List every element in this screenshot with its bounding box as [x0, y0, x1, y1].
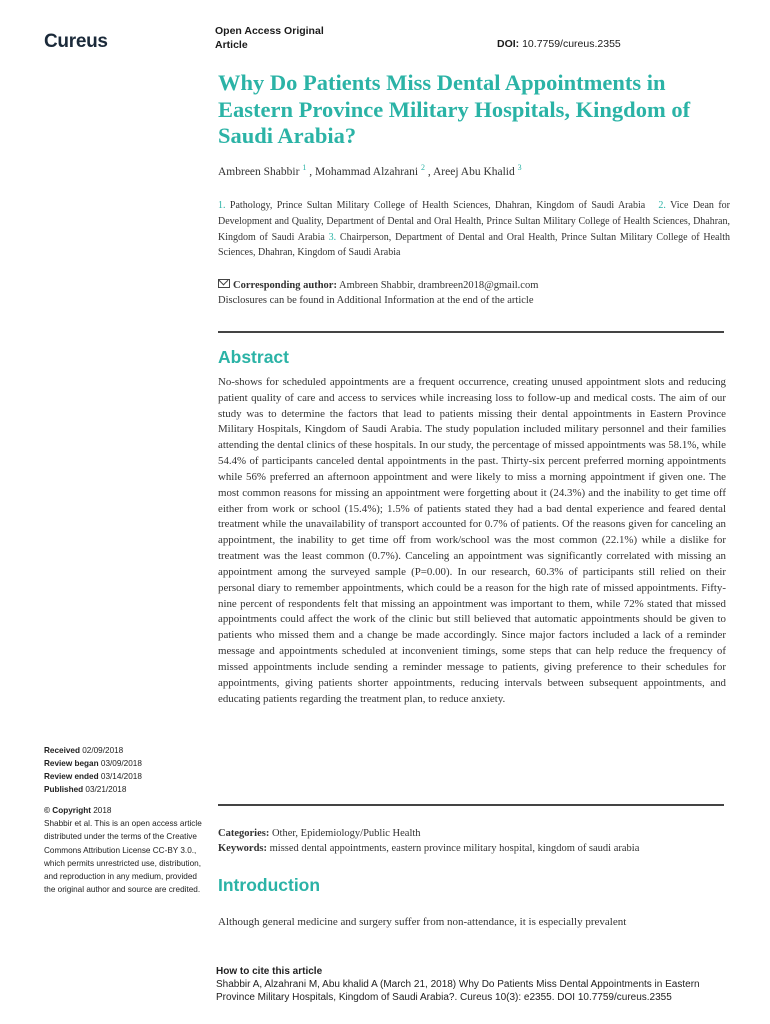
affil-number: 3.: [328, 231, 337, 243]
author-name[interactable]: Ambreen Shabbir: [218, 165, 300, 178]
abstract-body: No-shows for scheduled appointments are a frequent occurrence, creating unused appointment slots and reducing patient quality of care and access to services while increasing loss to follow-up and medical costs. The aim of our study was to determine the factors that lead to patients missing their dental appointments in Eastern Province Military Hospitals, Kingdom of Saudi Arabia. The study population included military personnel and their families attending the dental clinics of these hospitals. In our study, the percentage of missed appointments was 58.1%, while 54.4% of participants canceled dental appointments in the past. Thirty-six percent preferred morning appointments while 56% preferred an afternoon appointment and were likely to miss a morning appointment if given one. The most common reasons for missing an appointment were forgetting about it (24.3%) and the inability to get time off either from work or school (15.4%); 1.5% of patients stated they had a bad dental experience and feared dental treatment while the unavailability of transport accounted for 0.7% of patients. Of the reasons given for canceling an appointment, the inability to get time off from work/school was the most common (22.1%) while a dislike for treatment was the least common (0.7%). Canceling an appointment was significantly correlated with missing an appointment among the surveyed sample (P=0.00). In our research, 60.3% of participants still relied on their personal diary to remember appointments, which could be a reason for the high rate of missed appointments. Fifty-nine percent of respondents felt that missing an appointment was important to them, while 72% stated that missed appointments could affect the work of the clinic but still believed that automatic appointments should be given to patients who missed them and a change be made accordingly. Since major factors included a lack of a reminder message and appointments scheduled at inconvenient timings, some steps that can help reduce the frequency of missed appointments include sending a reminder message to patients, giving preference to their schedules for appointments, giving patients shorter appointments, reducing intervals between subsequent appointments, and educating patients regarding the treatment plan, to reduce anxiety.: [218, 376, 726, 705]
section-divider: [218, 804, 724, 806]
how-to-cite-label: How to cite this article: [216, 966, 323, 977]
introduction-body: Although general medicine and surgery suffer from non-attendance, it is especially prevalent: [218, 916, 627, 928]
date-received: Received 02/09/2018: [44, 746, 124, 755]
affil-text: Chairperson, Department of Dental and Oral Health, Prince Sultan Military College of Health Sciences, Dhahran, Kingdom of Saudi Arabia: [218, 231, 731, 259]
corresponding-author-value[interactable]: Ambreen Shabbir, drambreen2018@gmail.com: [339, 280, 539, 291]
article-type: [215, 24, 365, 52]
article-type-line2: Article: [215, 39, 248, 51]
article-dates: [44, 744, 142, 796]
affiliations: [218, 198, 730, 261]
affil-number: 2.: [658, 200, 666, 211]
copyright-text: Shabbir et al. This is an open access article distributed under the terms of the Creative Commons Attribution License CC-BY 3.0., which permits unrestricted use, distribution, and reproduction in any medium, provided the original author and source are credited.: [44, 819, 202, 895]
copyright-label: © Copyright: [44, 806, 91, 815]
section-divider: [218, 331, 724, 333]
abstract-heading: Abstract: [218, 347, 289, 367]
author-affil-ref[interactable]: 2: [420, 163, 425, 172]
doi-label: DOI:: [497, 38, 520, 50]
article-title: Why Do Patients Miss Dental Appointments in Eastern Province Military Hospitals, Kingdom of Saudi Arabia?: [218, 70, 691, 148]
keywords-value: missed dental appointments, eastern province military hospital, kingdom of saudi arabia: [269, 843, 640, 854]
categories-value[interactable]: Other, Epidemiology/Public Health: [271, 828, 421, 839]
correspondence: [218, 278, 730, 308]
author-list: Ambreen Shabbir $^1$ , Mohammad Alzahrani $^2$ , Areej Abu Khalid $^3$: [218, 163, 522, 178]
categories-keywords: [218, 826, 730, 856]
doi[interactable]: [497, 38, 621, 50]
envelope-icon: [218, 279, 230, 288]
date-review-began: Review began 03/09/2018: [44, 759, 142, 768]
how-to-cite: [216, 965, 736, 1005]
author-name[interactable]: Areej Abu Khalid: [432, 165, 515, 178]
copyright-notice: [44, 804, 204, 896]
author-name[interactable]: Mohammad Alzahrani: [314, 165, 419, 178]
article-type-line1: Open Access Original: [215, 25, 324, 37]
doi-value[interactable]: 10.7759/cureus.2355: [522, 38, 621, 50]
affil-text: Pathology, Prince Sultan Military College of Health Sciences, Dhahran, Kingdom of Saudi Arabia: [229, 200, 646, 211]
introduction-heading: Introduction: [218, 875, 321, 895]
author-affil-ref[interactable]: 3: [517, 163, 522, 172]
disclosures-note: Disclosures can be found in Additional Information at the end of the article: [218, 295, 534, 306]
author-affil-ref[interactable]: 1: [302, 163, 307, 172]
date-published: Published 03/21/2018: [44, 785, 127, 794]
cureus-logo[interactable]: Cureus: [44, 31, 108, 52]
date-review-ended: Review ended 03/14/2018: [44, 772, 142, 781]
affil-number: 1.: [218, 200, 226, 211]
corresponding-author-label: Corresponding author:: [233, 280, 337, 291]
citation-text[interactable]: Shabbir A, Alzahrani M, Abu khalid A (March 21, 2018) Why Do Patients Miss Dental Appointments in Eastern Province Military Hospitals, Kingdom of Saudi Arabia?. Cureus 10(3): e2355. DOI 10.7759/cureus.2355: [216, 979, 700, 1004]
copyright-year: 2018: [93, 806, 112, 815]
affil-text: Vice Dean for Development and Quality, Department of Dental and Oral Health, Prince Sultan Military College of Health Sciences, Dhahran, Kingdom of Saudi Arabia: [218, 200, 730, 243]
categories-label: Categories:: [218, 828, 270, 839]
keywords-label: Keywords:: [218, 843, 267, 854]
